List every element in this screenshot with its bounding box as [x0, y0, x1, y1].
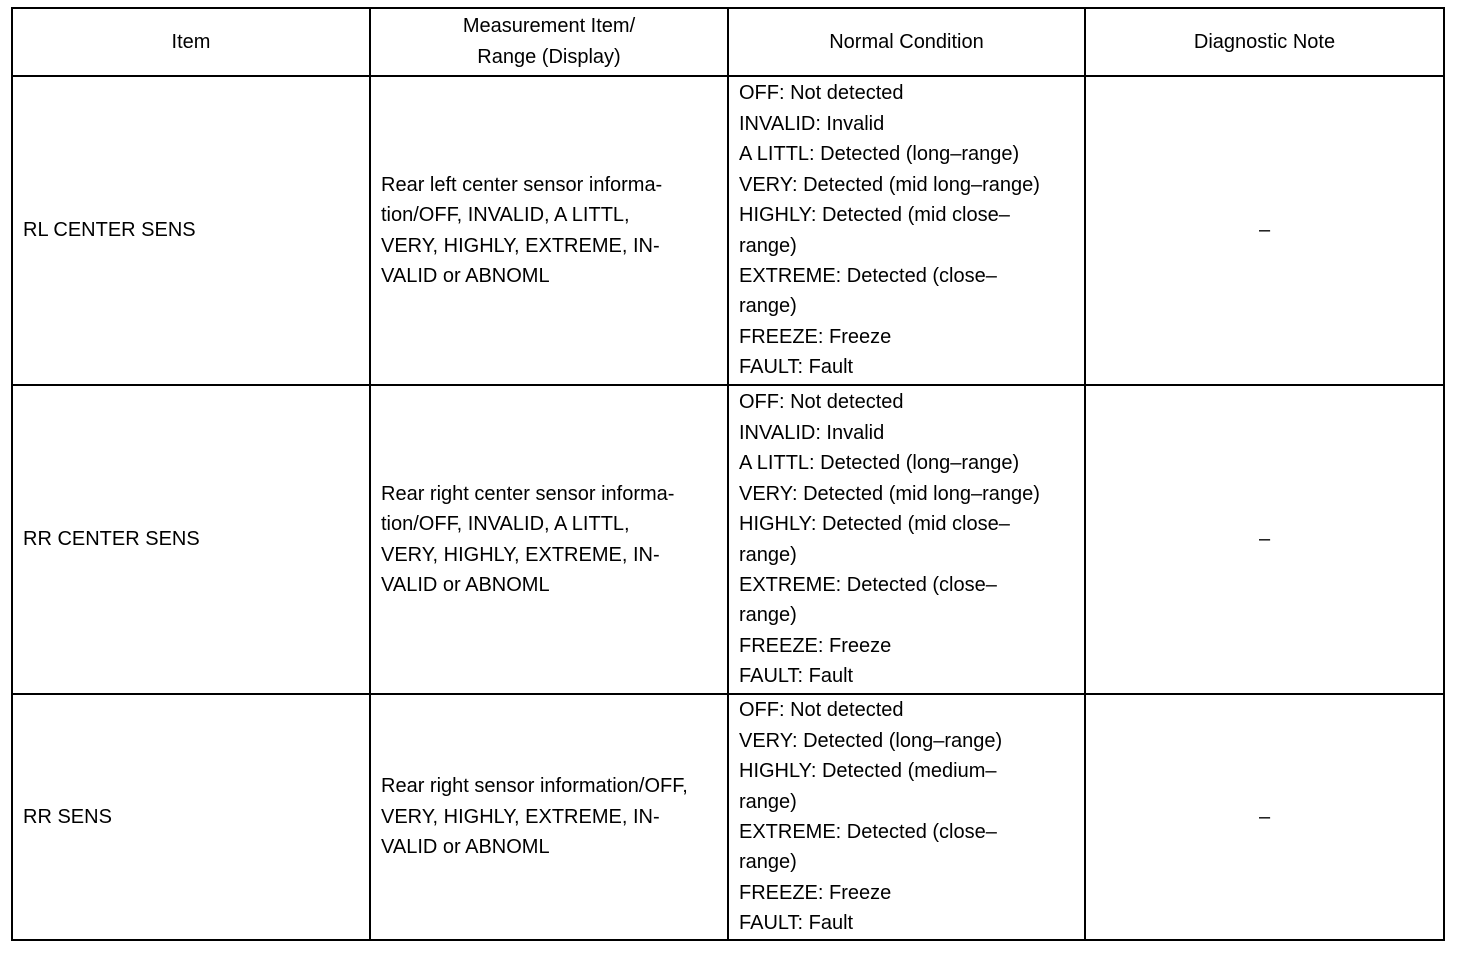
header-normal-condition: Normal Condition [728, 8, 1085, 76]
range-cell: Rear left center sensor informa- tion/OFF, INVALID, A LITTL, VERY, HIGHLY, EXTREME, IN- VALID or ABNOML [370, 76, 728, 385]
range-cell: Rear right center sensor informa- tion/OFF, INVALID, A LITTL, VERY, HIGHLY, EXTREME, IN- VALID or ABNOML [370, 385, 728, 694]
condition-cell: OFF: Not detected INVALID: Invalid A LITTL: Detected (long–range) VERY: Detected (mid long–range) HIGHLY: Detected (mid close– range) EXTREME: Detected (close– range) FREEZE: Freeze FAULT: Fault [728, 385, 1085, 694]
table-row [12, 385, 1444, 694]
table-row [12, 694, 1444, 940]
range-cell: Rear right sensor information/OFF, VERY, HIGHLY, EXTREME, IN- VALID or ABNOML [370, 694, 728, 940]
header-item: Item [12, 8, 370, 76]
note-cell: – [1085, 385, 1444, 694]
header-measurement-range: Measurement Item/ Range (Display) [370, 8, 728, 76]
header-diagnostic-note: Diagnostic Note [1085, 8, 1444, 76]
condition-cell: OFF: Not detected INVALID: Invalid A LITTL: Detected (long–range) VERY: Detected (mid long–range) HIGHLY: Detected (mid close– range) EXTREME: Detected (close– range) FREEZE: Freeze FAULT: Fault [728, 76, 1085, 385]
table-header-row [12, 8, 1444, 76]
table-row [12, 76, 1444, 385]
note-cell: – [1085, 694, 1444, 940]
item-cell: RL CENTER SENS [12, 76, 370, 385]
item-cell: RR SENS [12, 694, 370, 940]
item-cell: RR CENTER SENS [12, 385, 370, 694]
note-cell: – [1085, 76, 1444, 385]
sensor-data-table [11, 7, 1445, 941]
condition-cell: OFF: Not detected VERY: Detected (long–range) HIGHLY: Detected (medium– range) EXTREME: Detected (close– range) FREEZE: Freeze FAULT: Fault [728, 694, 1085, 940]
